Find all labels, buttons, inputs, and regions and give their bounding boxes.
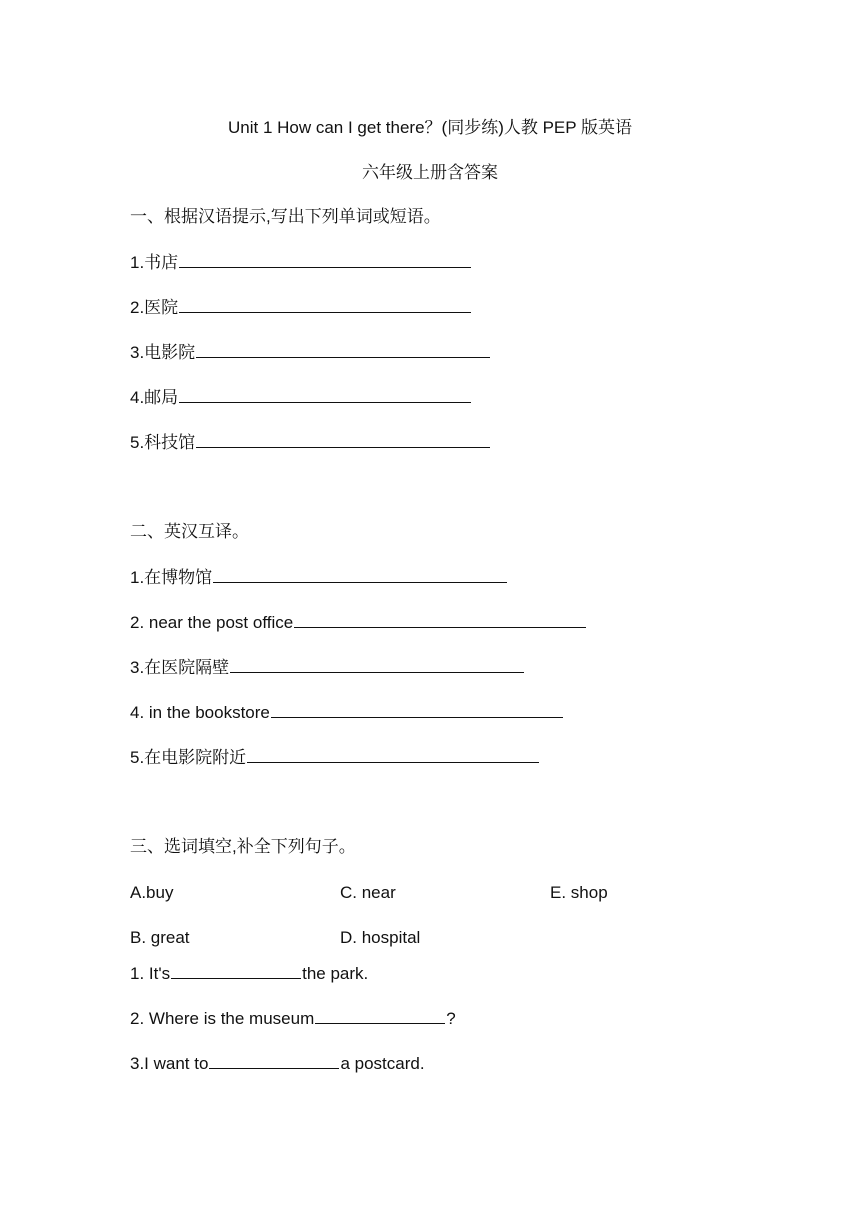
item-prompt: 1.书店 bbox=[130, 253, 179, 272]
option-a: A.buy bbox=[130, 883, 174, 902]
answer-blank[interactable] bbox=[213, 566, 507, 583]
item-prompt: 4. in the bookstore bbox=[130, 703, 270, 722]
item-prompt: 2.医院 bbox=[130, 298, 179, 317]
section-3-heading: 三、选词填空,补全下列句子。 bbox=[130, 837, 356, 856]
question-text-before: 2. Where is the museum bbox=[130, 1009, 315, 1028]
answer-blank[interactable] bbox=[196, 431, 490, 448]
answer-blank[interactable] bbox=[294, 611, 586, 628]
page-title-line-2: 六年级上册含答案 bbox=[362, 163, 498, 182]
item-prompt: 5.科技馆 bbox=[130, 433, 196, 452]
section-3-question-2 bbox=[130, 1007, 456, 1030]
section-2-heading: 二、英汉互译。 bbox=[130, 522, 249, 541]
answer-blank[interactable] bbox=[196, 341, 490, 358]
section-2-item-5 bbox=[130, 746, 540, 769]
item-prompt: 3.在医院隔壁 bbox=[130, 658, 230, 677]
answer-blank[interactable] bbox=[209, 1052, 339, 1069]
question-text-before: 1. It's bbox=[130, 964, 171, 983]
answer-blank[interactable] bbox=[171, 962, 301, 979]
item-prompt: 5.在电影院附近 bbox=[130, 748, 247, 767]
answer-blank[interactable] bbox=[271, 701, 563, 718]
section-1-item-1 bbox=[130, 251, 472, 274]
question-text-before: 3.I want to bbox=[130, 1054, 209, 1073]
section-3-question-1 bbox=[130, 962, 368, 985]
answer-blank[interactable] bbox=[179, 386, 471, 403]
section-1-item-2 bbox=[130, 296, 472, 319]
answer-blank[interactable] bbox=[315, 1007, 445, 1024]
answer-blank[interactable] bbox=[230, 656, 524, 673]
section-2-item-3 bbox=[130, 656, 525, 679]
section-3-question-3 bbox=[130, 1052, 425, 1075]
question-text-after: a postcard. bbox=[340, 1054, 425, 1073]
option-c: C. near bbox=[340, 883, 396, 902]
item-prompt: 1.在博物馆 bbox=[130, 568, 213, 587]
answer-blank[interactable] bbox=[179, 251, 471, 268]
section-2-item-1 bbox=[130, 566, 508, 589]
item-prompt: 2. near the post office bbox=[130, 613, 294, 632]
answer-blank[interactable] bbox=[247, 746, 539, 763]
answer-blank[interactable] bbox=[179, 296, 471, 313]
section-1-item-4 bbox=[130, 386, 472, 409]
page-title-line-1: Unit 1 How can I get there？(同步练)人教 PEP 版英语 bbox=[227, 118, 633, 137]
option-b: B. great bbox=[130, 928, 190, 947]
section-2-item-4 bbox=[130, 701, 564, 724]
option-e: E. shop bbox=[550, 883, 608, 902]
section-1-heading: 一、根据汉语提示,写出下列单词或短语。 bbox=[130, 207, 441, 226]
item-prompt: 3.电影院 bbox=[130, 343, 196, 362]
section-2-item-2 bbox=[130, 611, 587, 634]
option-d: D. hospital bbox=[340, 928, 421, 947]
question-text-after: ? bbox=[446, 1009, 456, 1028]
section-1-item-5 bbox=[130, 431, 491, 454]
item-prompt: 4.邮局 bbox=[130, 388, 179, 407]
section-1-item-3 bbox=[130, 341, 491, 364]
question-text-after: the park. bbox=[302, 964, 369, 983]
